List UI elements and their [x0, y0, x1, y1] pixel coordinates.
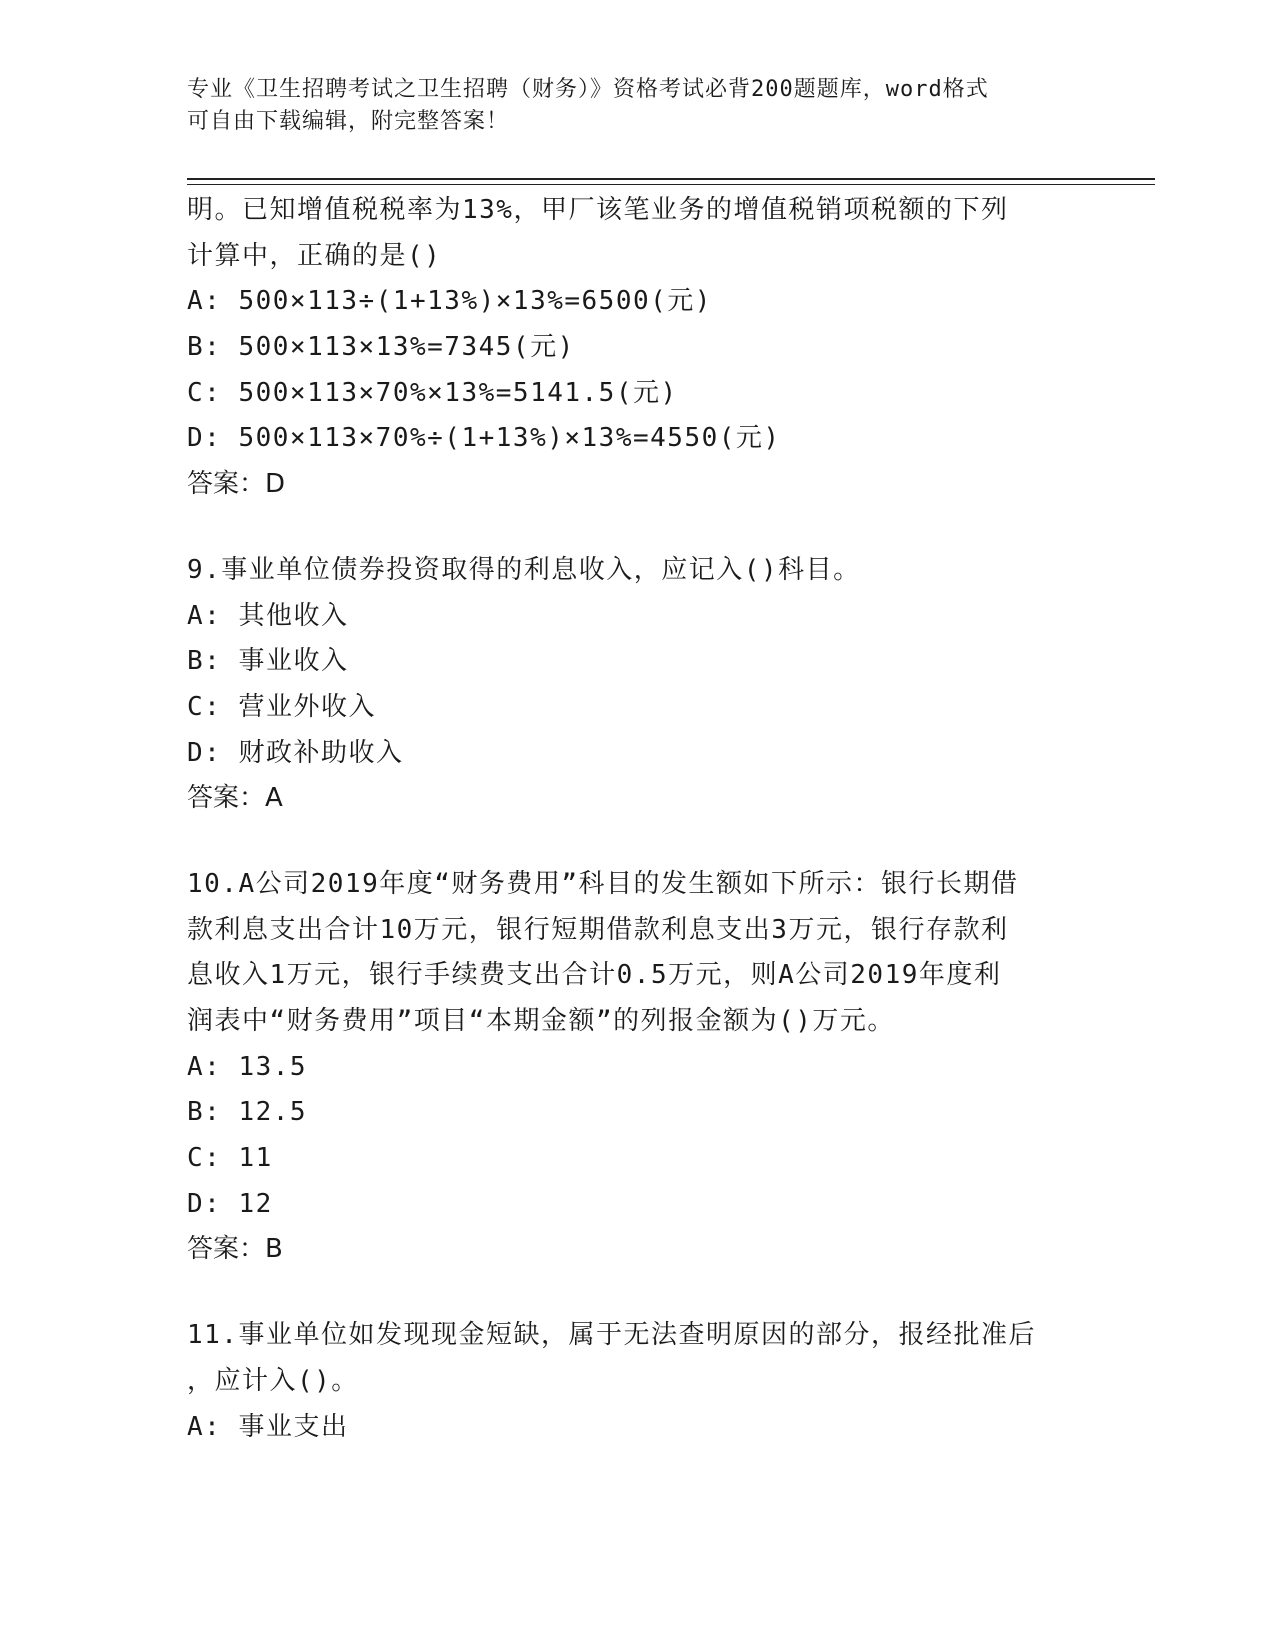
question-8-option-b: B: 500×113×13%=7345(元)	[187, 332, 575, 363]
document-header	[187, 74, 1087, 138]
question-10-stem-line-3: 息收入1万元，银行手续费支出合计0.5万元，则A公司2019年度利	[187, 960, 1002, 991]
header-divider-thin	[187, 184, 1155, 185]
question-8-answer: 答案：D	[187, 469, 286, 500]
question-11	[187, 1313, 1107, 1450]
question-10-answer: 答案：B	[187, 1234, 283, 1265]
question-spacer	[187, 822, 1107, 862]
question-10-stem-line-1: 10.A公司2019年度“财务费用”科目的发生额如下所示：银行长期借	[187, 868, 1019, 899]
question-spacer	[187, 508, 1107, 548]
question-9-option-c: C: 营业外收入	[187, 691, 376, 722]
question-10-option-d: D: 12	[187, 1188, 273, 1219]
question-10-stem-line-4: 润表中“财务费用”项目“本期金额”的列报金额为()万元。	[187, 1006, 895, 1036]
question-8-option-d: D: 500×113×70%÷(1+13%)×13%=4550(元)	[187, 423, 781, 454]
question-11-stem-line-2: ，应计入()。	[187, 1365, 359, 1396]
question-8-stem-line-2: 计算中，正确的是()	[187, 240, 442, 271]
question-10-option-a: A: 13.5	[187, 1051, 308, 1082]
document-body	[187, 188, 1107, 1450]
question-10	[187, 862, 1107, 1273]
question-8	[187, 188, 1107, 508]
question-11-stem-line-1: 11.事业单位如发现现金短缺，属于无法查明原因的部分，报经批准后	[187, 1320, 1036, 1351]
question-8-option-a: A: 500×113÷(1+13%)×13%=6500(元)	[187, 286, 712, 317]
question-9-stem-line-1: 9.事业单位债券投资取得的利息收入，应记入()科目。	[187, 554, 861, 585]
question-9	[187, 548, 1107, 822]
header-title-line-2: 可自由下载编辑，附完整答案！	[187, 109, 510, 134]
header-title-line-1: 专业《卫生招聘考试之卫生招聘（财务）》资格考试必背200题题库，word格式	[187, 77, 989, 102]
question-9-option-d: D: 财政补助收入	[187, 737, 404, 768]
question-9-option-b: B: 事业收入	[187, 646, 349, 677]
question-8-option-c: C: 500×113×70%×13%=5141.5(元)	[187, 377, 678, 408]
question-10-option-c: C: 11	[187, 1143, 273, 1174]
question-spacer	[187, 1273, 1107, 1313]
question-9-option-a: A: 其他收入	[187, 600, 349, 631]
question-11-option-a: A: 事业支出	[187, 1411, 349, 1442]
header-divider-thick	[187, 178, 1155, 180]
question-9-answer: 答案：A	[187, 783, 283, 814]
question-10-option-b: B: 12.5	[187, 1097, 308, 1128]
question-8-stem-line-1: 明。已知增值税税率为13%，甲厂该笔业务的增值税销项税额的下列	[187, 195, 1009, 225]
question-10-stem-line-2: 款利息支出合计10万元，银行短期借款利息支出3万元，银行存款利	[187, 914, 1009, 945]
